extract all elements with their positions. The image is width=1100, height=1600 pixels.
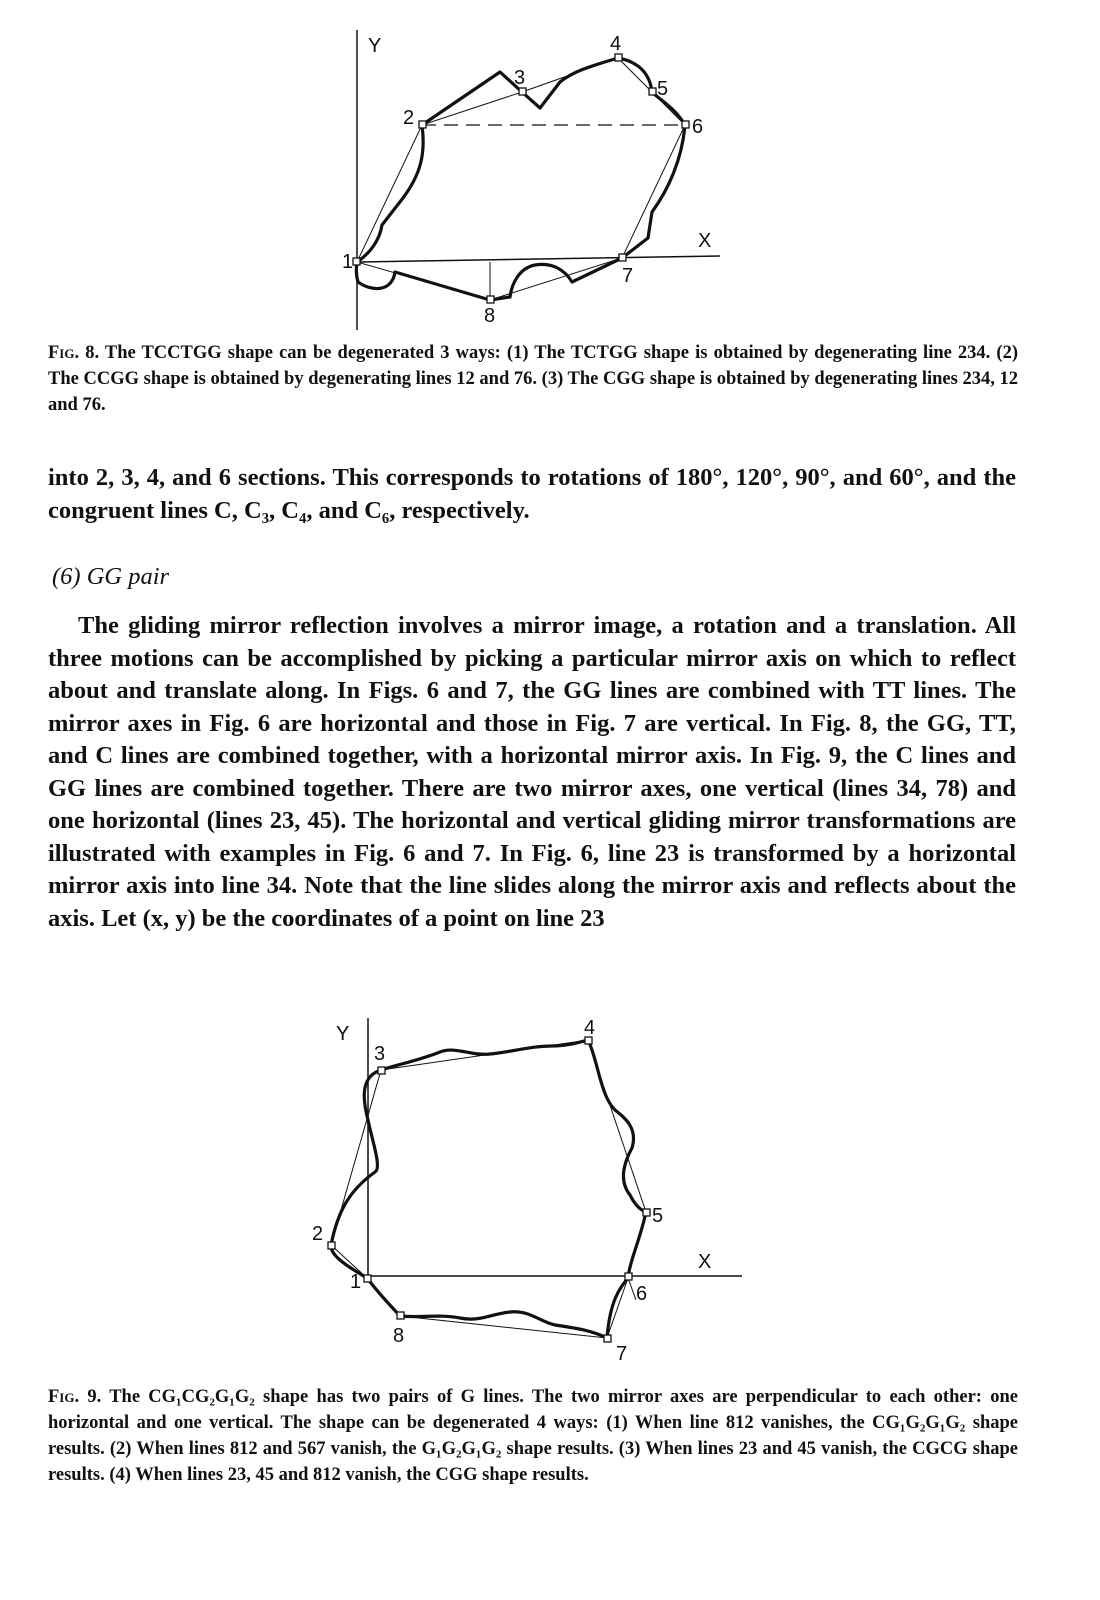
- paragraph-2-text: The gliding mirror reflection involves a mirror image, a rotation and a translation. All three motions can be accomplished by picking a particular mirror axis on which to reflect about and translate along. In Figs. 6 and 7, the GG lines are combined with TT lines. The mirror axes in Fig. 6 are horizontal and those in Fig. 7 are vertical. In Fig. 8, the GG, TT, and C lines are combined together, with a horizontal mirror axis. In Fig. 9, the C lines and GG lines are combined together. There are two mirror axes, one vertical (lines 34, 78) and one horizontal (lines 23, 45). The horizontal and vertical gliding mirror transformations are illustrated with examples in Fig. 6 and 7. In Fig. 6, line 23 is transformed by a horizontal mirror axis into line 34. Note that the line slides along the mirror axis and reflects about the axis. Let (x, y) be the coordinates of a point on line 23: [48, 612, 1016, 932]
- figure-8: [0, 0, 1100, 330]
- figure-8-caption-number: Fig. 8.: [48, 343, 100, 363]
- figure-8-caption: [48, 340, 1018, 418]
- point-label-2: 2: [312, 1223, 324, 1245]
- section-heading: (6) GG pair: [52, 563, 170, 590]
- axis-y-label: Y: [336, 1023, 350, 1045]
- point-label-4: 4: [584, 1017, 596, 1039]
- figure-8-caption-text: The TCCTGG shape can be degenerated 3 ways: (1) The TCTGG shape is obtained by degenerating line 234. (2) The CCGG shape is obtained by degenerating lines 12 and 76. (3) The CGG shape is obtained by degenerating lines 234, 12 and 76.: [48, 343, 1018, 415]
- figure-8-diagram: [0, 0, 1100, 330]
- figure-9-caption-number: Fig. 9.: [48, 1387, 102, 1407]
- axis-y-label: Y: [368, 35, 382, 57]
- point-label-1: 1: [350, 1271, 362, 1293]
- paragraph-2: [48, 610, 1016, 935]
- point-label-2: 2: [403, 107, 415, 129]
- point-label-3: 3: [374, 1043, 386, 1065]
- point-label-8: 8: [484, 305, 496, 327]
- paragraph-1-text: into 2, 3, 4, and 6 sections. This corresponds to rotations of 180°, 120°, 90°, and 60°, and the congruent lines C, C₃, C₄, and C₆, respectively.: [48, 464, 1016, 524]
- thin-line-6: [628, 1278, 636, 1300]
- point-label-8: 8: [393, 1325, 405, 1347]
- point-label-3: 3: [514, 67, 526, 89]
- figure-9: [0, 1000, 1100, 1370]
- cggg-shape: [331, 1040, 646, 1338]
- point-label-5: 5: [652, 1205, 664, 1227]
- paragraph-1: [48, 462, 1016, 527]
- point-label-6: 6: [692, 116, 704, 138]
- point-label-1: 1: [342, 251, 354, 273]
- figure-9-diagram: [0, 1000, 1100, 1370]
- figure-9-caption: [48, 1384, 1018, 1488]
- axis-x-label: X: [698, 230, 712, 252]
- figure-9-caption-text: The CG₁CG₂G₁G₂ shape has two pairs of G lines. The two mirror axes are perpendicular to each other: one horizontal and one vertical. The shape can be degenerated 4 ways: (1) When line 812 vanishes, the CG₁G₂G₁G₂ shape results. (2) When lines 812 and 567 vanish, the G₁G₂G₁G₂ shape results. (3) When lines 23 and 45 vanish, the CGCG shape results. (4) When lines 23, 45 and 812 vanish, the CGG shape results.: [48, 1387, 1018, 1485]
- point-label-5: 5: [657, 78, 669, 100]
- point-label-6: 6: [636, 1283, 648, 1305]
- point-label-7: 7: [622, 265, 634, 287]
- point-label-7: 7: [616, 1343, 628, 1365]
- axis-x-label: X: [698, 1251, 712, 1273]
- point-markers: [353, 54, 689, 303]
- point-label-4: 4: [610, 33, 622, 55]
- x-axis: [357, 256, 720, 262]
